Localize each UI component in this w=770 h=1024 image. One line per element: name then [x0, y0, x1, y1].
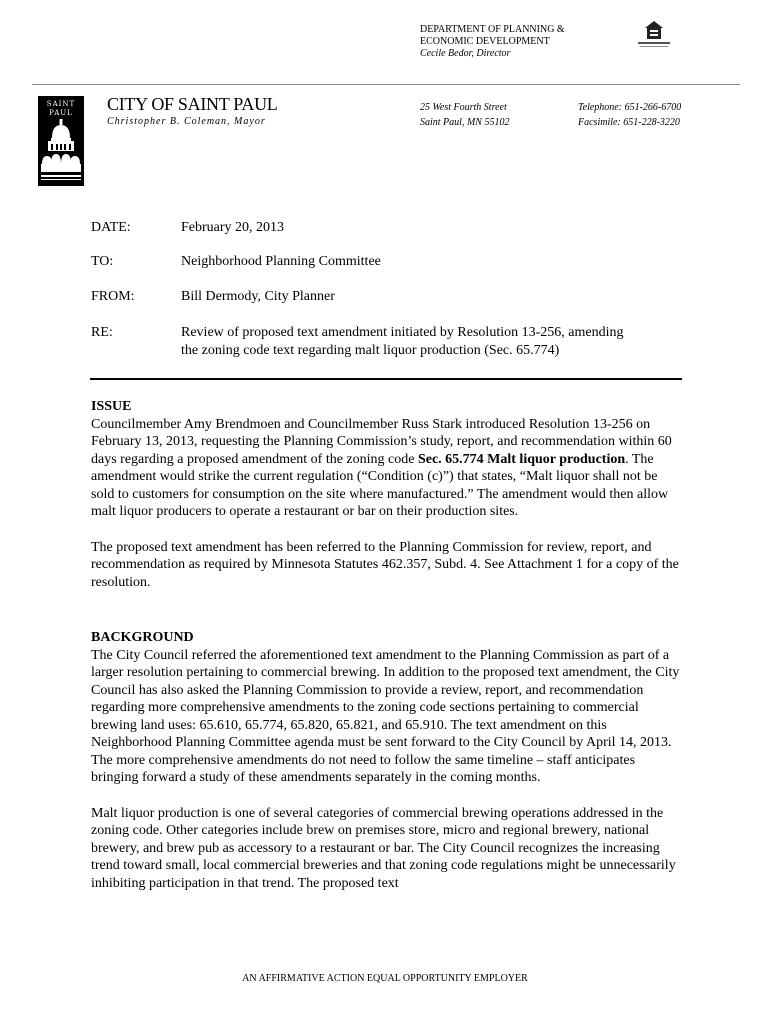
from-label: FROM: — [91, 289, 135, 304]
city-seal-logo — [38, 96, 84, 186]
facsimile: Facsimile: 651-228-3220 — [578, 117, 680, 128]
issue-paragraph-1: Councilmember Amy Brendmoen and Councilmember Russ Stark introduced Resolution 13-256 on February 13, 2013, requesting the Planning Commission’s study, report, and recommendation within 60 days regarding a proposed amendment of the zoning code Sec. 65.774 Malt liquor production. The amendment would strike the current regulation (“Condition (c)”) that states, “Malt liquor shall not be sold to customers for consumption on the site where manufactured.” The amendment would then allow malt liquor producers to operate a restaurant or bar on their production sites. — [91, 416, 672, 519]
to-value: Neighborhood Planning Committee — [181, 254, 381, 269]
from-value: Bill Dermody, City Planner — [181, 289, 335, 304]
address-line2: Saint Paul, MN 55102 — [420, 117, 510, 128]
re-line1: Review of proposed text amendment initiated by Resolution 13-256, amending — [181, 325, 624, 340]
department-name-line2: ECONOMIC DEVELOPMENT — [420, 36, 550, 47]
background-section — [91, 629, 681, 892]
re-label: RE: — [91, 325, 113, 340]
telephone: Telephone: 651-266-6700 — [578, 102, 682, 113]
issue-paragraph-2: The proposed text amendment has been referred to the Planning Commission for review, report, and recommendation as required by Minnesota Statutes 462.357, Subd. 4. See Attachment 1 for a copy of the resolution. — [91, 539, 679, 590]
date-value: February 20, 2013 — [181, 220, 285, 235]
address-block — [420, 100, 509, 130]
city-name: CITY OF SAINT PAUL — [107, 94, 278, 114]
issue-section — [91, 398, 681, 591]
memo-divider — [90, 378, 682, 380]
department-name-line1: DEPARTMENT OF PLANNING & — [420, 24, 565, 35]
header-divider — [32, 84, 740, 85]
issue-heading: ISSUE — [91, 399, 132, 414]
background-heading: BACKGROUND — [91, 630, 194, 645]
footer-statement — [0, 973, 770, 984]
address-line1: 25 West Fourth Street — [420, 102, 507, 113]
to-label: TO: — [91, 254, 114, 269]
svg-text:SAINT: SAINT — [46, 100, 76, 108]
background-paragraph-2: Malt liquor production is one of several categories of commercial brewing operations addressed in the zoning code. Other categories include brew on premises store, micro and regional brewery, national brewery, and brew pub as accessory to a restaurant or bar. The City Council recognizes the increasing trend toward small, local commercial breweries and that zoning code regulations might be unnecessarily inhibiting participation in that trend. The proposed text — [91, 805, 676, 891]
date-label: DATE: — [91, 220, 131, 235]
equal-housing-icon — [640, 20, 668, 52]
background-paragraph-1: The City Council referred the aforementioned text amendment to the Planning Commission as part of a larger resolution pertaining to commercial brewing. In addition to the proposed text amendment, the City Council has also asked the Planning Commission to provide a review, report, and recommendation regarding more comprehensive amendments to the zoning code sections pertaining to commercial brewing land uses: 65.610, 65.774, 65.820, 65.821, and 65.910. The text amendment on this Neighborhood Planning Committee agenda must be sent forward to the City Council by April 14, 2013. The more comprehensive amendments do not need to follow the same timeline – staff anticipates bringing forward a study of these amendments separately in the coming months. — [91, 647, 680, 785]
re-value — [181, 324, 681, 360]
re-line2: the zoning code text regarding malt liquor production (Sec. 65.774) — [181, 343, 560, 358]
mayor-name: Christopher B. Coleman, Mayor — [107, 116, 266, 127]
department-header — [420, 24, 565, 60]
code-section-reference: Sec. 65.774 Malt liquor production — [417, 451, 626, 467]
director-name: Cecile Bedor, Director — [420, 48, 511, 59]
contact-block — [578, 100, 681, 130]
footer-text: AN AFFIRMATIVE ACTION EQUAL OPPORTUNITY EMPLOYER — [242, 973, 528, 984]
svg-text:PAUL: PAUL — [49, 109, 73, 117]
